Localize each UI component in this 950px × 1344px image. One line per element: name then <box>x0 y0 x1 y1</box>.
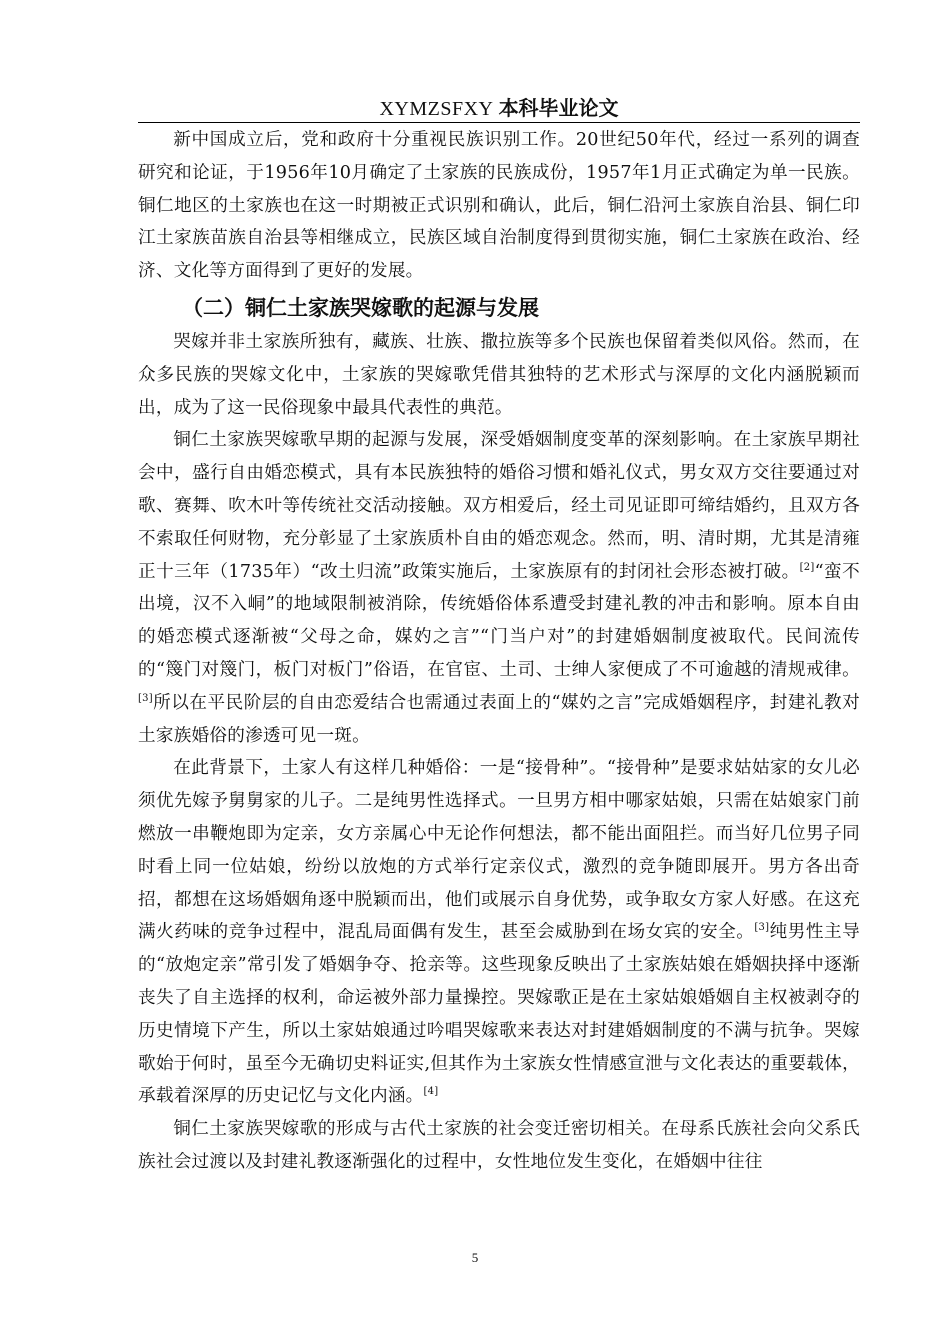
citation-3a: [3] <box>138 692 153 704</box>
paragraph-1: 新中国成立后，党和政府十分重视民族识别工作。20世纪50年代，经过一系列的调查研究和论证，于1956年10月确定了土家族的民族成份，1957年1月正式确定为单一民族。铜仁地区的土家族也在这一时期被正式识别和确认，此后，铜仁沿河土家族自治县、铜仁印江土家族苗族自治县等相继成立，民族区域自治制度得到贯彻实施，铜仁土家族在政治、经济、文化等方面得到了更好的发展。 <box>138 130 860 282</box>
paragraph-4-part-a: 在此背景下，土家人有这样几种婚俗：一是“接骨种”。“接骨种”是要求姑姑家的女儿必须优先嫁予舅舅家的儿子。二是纯男性选择式。一旦男方相中哪家姑娘，只需在姑娘家门前燃放一串鞭炮即为定亲，女方亲属心中无论作何想法，都不能出面阻拦。而当好几位男子同时看上同一位姑娘，纷纷以放炮的方式举行定亲仪式，激烈的竞争随即展开。男方各出奇招，都想在这场婚姻角逐中脱颖而出，他们或展示自身优势，或争取女方家人好感。在这充满火药味的竞争过程中，混乱局面偶有发生，甚至会威胁到在场女宾的安全。 <box>138 758 860 943</box>
paragraph-4-part-b: 纯男性主导的“放炮定亲”常引发了婚姻争夺、抢亲等。这些现象反映出了土家族姑娘在婚姻抉择中逐渐丧失了自主选择的权利，命运被外部力量操控。哭嫁歌正是在土家姑娘婚姻自主权被剥夺的历史情境下产生，所以土家姑娘通过吟唱哭嫁歌来表达对封建婚姻制度的不满与抗争。哭嫁歌始于何时，虽至今无确切史料证实,但其作为土家族女性情感宣泄与文化表达的重要载体，承载着深厚的历史记忆与文化内涵。 <box>138 922 860 1107</box>
paragraph-5: 铜仁土家族哭嫁歌的形成与古代土家族的社会变迁密切相关。在母系氏族社会向父系氏族社会过渡以及封建礼教逐渐强化的过程中，女性地位发生变化，在婚姻中往往 <box>138 1119 860 1172</box>
paragraph-3 <box>138 424 860 752</box>
paragraph-3-part-a: 铜仁土家族哭嫁歌早期的起源与发展，深受婚姻制度变革的深刻影响。在土家族早期社会中，盛行自由婚恋模式，具有本民族独特的婚俗习惯和婚礼仪式，男女双方交往要通过对歌、赛舞、吹木叶等传统社交活动接触。双方相爱后，经土司见证即可缔结婚约，且双方各不索取任何财物，充分彰显了土家族质朴自由的婚恋观念。然而，明、清时期，尤其是清雍正十三年（1735年）“改土归流”政策实施后，土家族原有的封闭社会形态被打破。 <box>138 430 860 582</box>
citation-4: [4] <box>423 1086 439 1098</box>
citation-3b: [3] <box>754 922 770 934</box>
header-code: XYMZSFXY <box>379 98 494 120</box>
page-header <box>138 92 860 123</box>
citation-2: [2] <box>799 561 815 573</box>
document-body <box>138 124 860 1179</box>
header-label: 本科毕业论文 <box>498 96 619 120</box>
paragraph-4 <box>138 752 860 1113</box>
section-heading: （二）铜仁土家族哭嫁歌的起源与发展 <box>182 295 539 320</box>
page-number: 5 <box>471 1250 479 1265</box>
paragraph-3-part-c: 所以在平民阶层的自由恋爱结合也需通过表面上的“媒妁之言”完成婚姻程序，封建礼教对土家族婚俗的渗透可见一斑。 <box>138 692 860 746</box>
paragraph-3-part-b: “蛮不出境，汉不入峒”的地域限制被消除，传统婚俗体系遭受封建礼教的冲击和影响。原本自由的婚恋模式逐渐被“父母之命，媒妁之言”“门当户对”的封建婚姻制度被取代。民间流传的“篾门对篾门，板门对板门”俗语，在官宦、土司、士绅人家便成了不可逾越的清规戒律。 <box>138 561 860 680</box>
paragraph-2: 哭嫁并非土家族所独有，藏族、壮族、撒拉族等多个民族也保留着类似风俗。然而，在众多民族的哭嫁文化中，土家族的哭嫁歌凭借其独特的艺术形式与深厚的文化内涵脱颖而出，成为了这一民俗现象中最具代表性的典范。 <box>138 331 860 418</box>
